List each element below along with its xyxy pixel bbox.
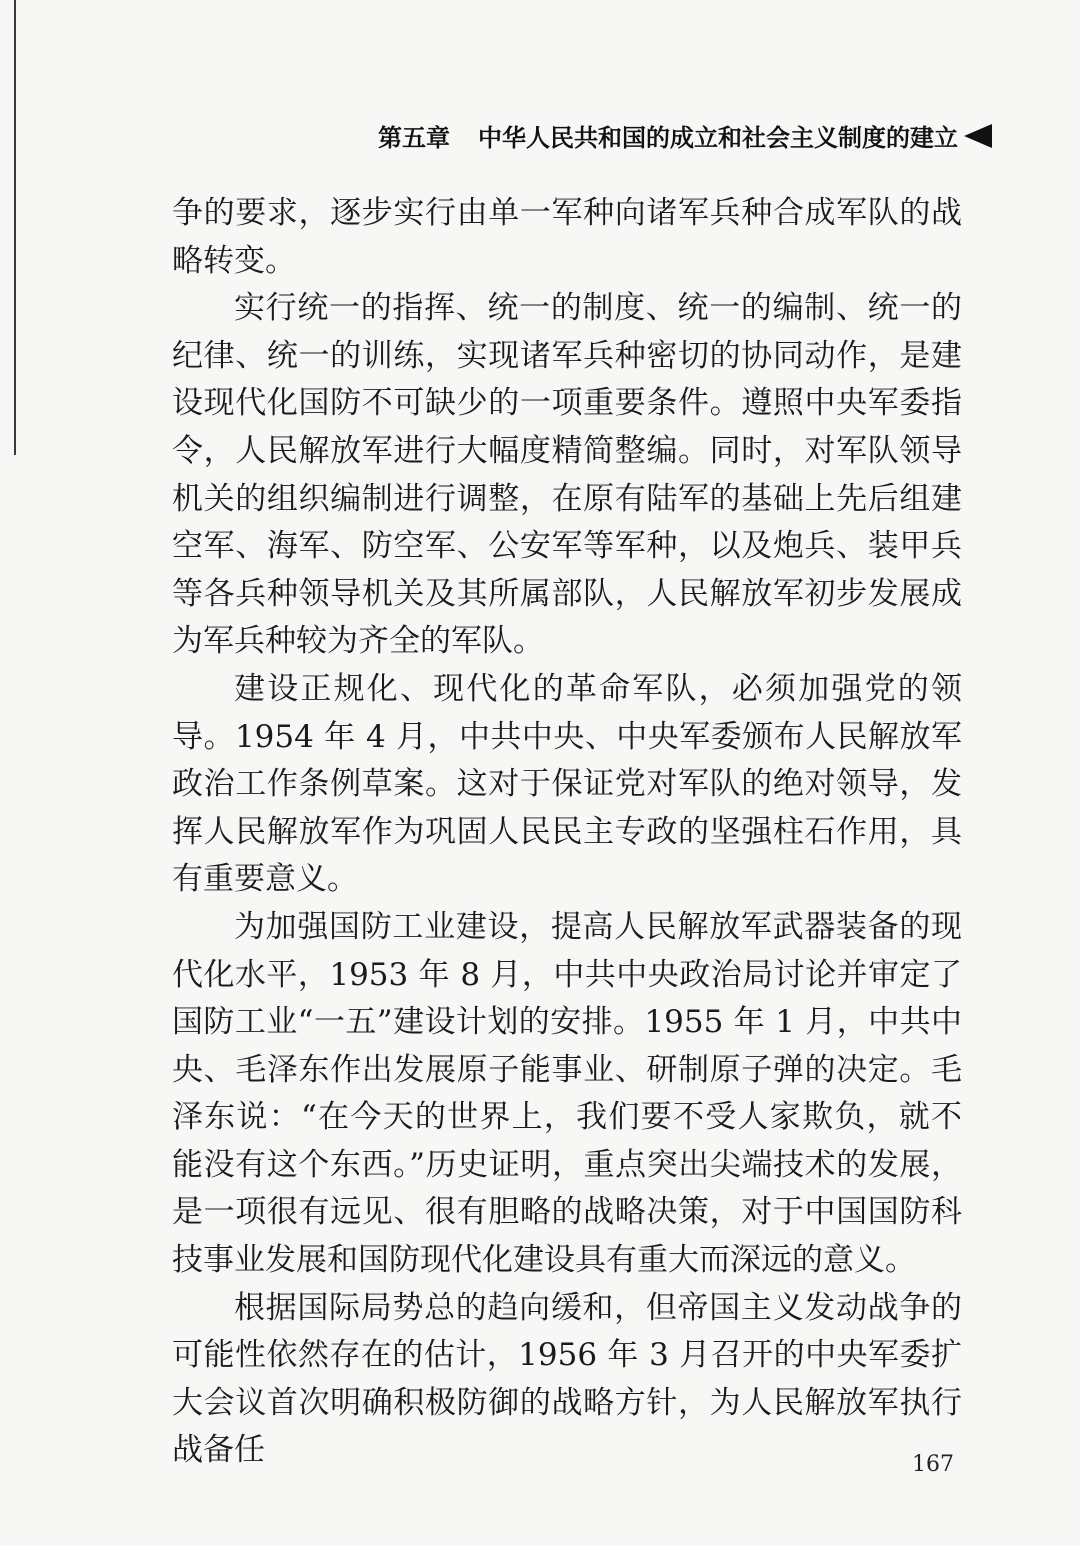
page-number: 167 — [912, 1452, 954, 1477]
paragraph: 根据国际局势总的趋向缓和，但帝国主义发动战争的可能性依然存在的估计，1956 年 3 月召开的中央军委扩大会议首次明确积极防御的战略方针，为人民解放军执行战备任 — [172, 1289, 962, 1469]
binding-edge-line — [14, 0, 16, 455]
paragraph: 为加强国防工业建设，提高人民解放军武器装备的现代化水平，1953 年 8 月，中共中央政治局讨论并审定了国防工业“一五”建设计划的安排。1955 年 1 月，中共中央、毛泽东作出发展原子能事业、研制原子弹的决定。毛泽东说：“在今天的世界上，我们要不受人家欺负，就不能没有这个东西。”历史证明，重点突出尖端技术的发展，是一项很有远见、很有胆略的战略决策，对于中国国防科技事业发展和国防现代化建设具有重大而深远的意义。 — [172, 908, 962, 1279]
chapter-label: 第五章 — [378, 124, 450, 152]
paragraph: 建设正规化、现代化的革命军队，必须加强党的领导。1954 年 4 月，中共中央、中央军委颁布人民解放军政治工作条例草案。这对于保证党对军队的绝对领导，发挥人民解放军作为巩固人民民主专政的坚强柱石作用，具有重要意义。 — [172, 670, 962, 898]
paragraph-continued: 争的要求，逐步实行由单一军种向诸军兵种合成军队的战略转变。 — [172, 195, 962, 279]
page-body — [172, 190, 962, 1475]
paragraph: 实行统一的指挥、统一的制度、统一的编制、统一的纪律、统一的训练，实现诸军兵种密切的协同动作，是建设现代化国防不可缺少的一项重要条件。遵照中央军委指令，人民解放军进行大幅度精简整编。同时，对军队领导机关的组织编制进行调整，在原有陆军的基础上先后组建空军、海军、防空军、公安军等军种，以及炮兵、装甲兵等各兵种领导机关及其所属部队，人民解放军初步发展成为军兵种较为齐全的军队。 — [172, 290, 962, 660]
left-triangle-icon — [964, 124, 992, 148]
chapter-title: 中华人民共和国的成立和社会主义制度的建立 — [478, 124, 958, 152]
running-header — [378, 118, 992, 153]
